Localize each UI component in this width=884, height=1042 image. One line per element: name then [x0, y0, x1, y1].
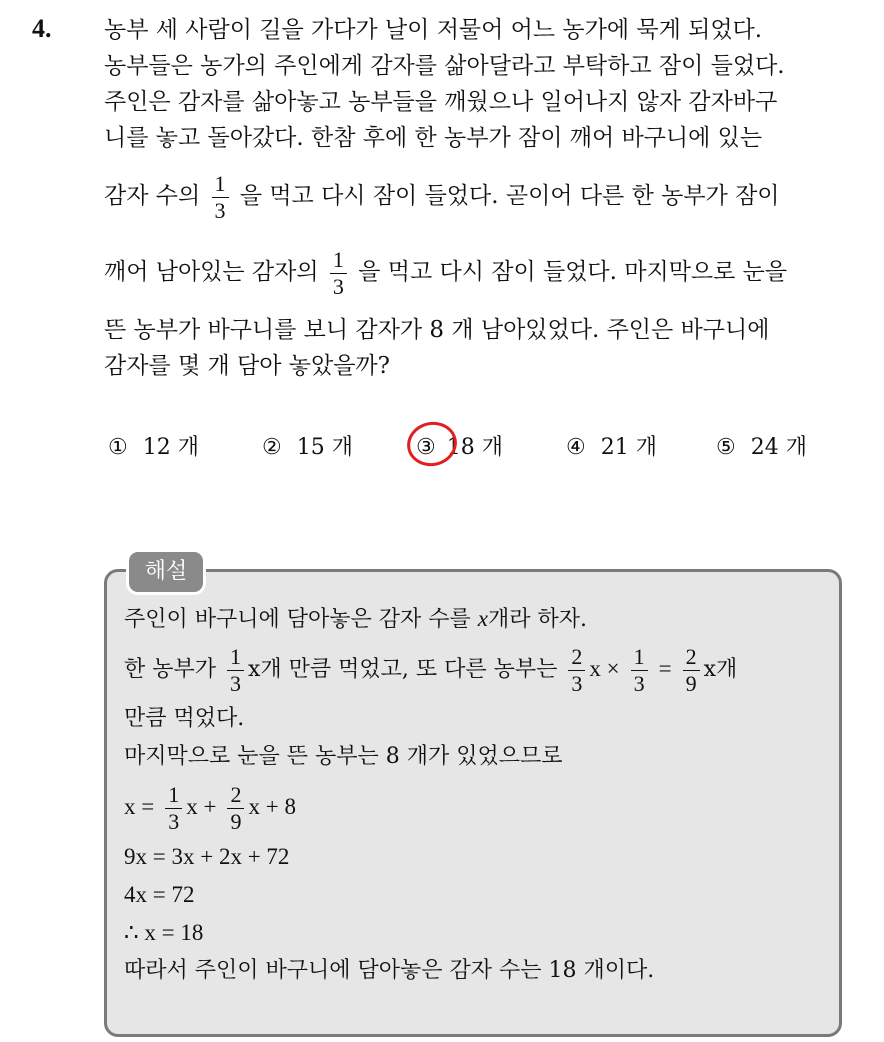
- choice-text: 21 개: [600, 435, 657, 460]
- equals-sign: =: [658, 656, 672, 681]
- question-text-segment: 감자 수의: [104, 183, 201, 209]
- question-number: 4.: [32, 14, 52, 43]
- solution-line: [124, 600, 834, 638]
- fraction-denominator: 9: [685, 670, 697, 696]
- question-line: [104, 236, 860, 308]
- equation-line: 4x = 72: [124, 882, 195, 907]
- fraction-denominator: 3: [571, 670, 583, 696]
- question-text-segment: 을 먹고 다시 잠이 들었다. 곧이어 다른 한 농부가 잠이: [239, 183, 780, 209]
- fraction-numerator: 1: [631, 644, 648, 671]
- equation-line: [124, 776, 834, 838]
- choice-3[interactable]: [416, 430, 503, 461]
- fraction: [683, 644, 700, 697]
- fraction-numerator: 2: [227, 782, 244, 809]
- choice-text: 15 개: [296, 435, 353, 460]
- solution-line: [124, 638, 834, 700]
- choice-4[interactable]: [566, 430, 657, 461]
- choice-text: 18 개: [446, 435, 503, 460]
- question-text-segment: 깨어 남아있는 감자의: [104, 259, 319, 285]
- choice-number: ⑤: [716, 435, 736, 460]
- fraction-numerator: 2: [568, 644, 585, 671]
- fraction-denominator: 9: [230, 808, 242, 834]
- question-line: [104, 160, 860, 232]
- fraction-numerator: 2: [683, 644, 700, 671]
- fraction: [568, 644, 585, 697]
- math-segment: x + 8: [248, 794, 296, 819]
- fraction: [227, 782, 244, 835]
- fraction-denominator: 3: [633, 670, 645, 696]
- solution-text-segment: 개라 하자.: [487, 607, 587, 632]
- selected-answer-circle: [403, 417, 461, 470]
- equation-line: ∴ x = 18: [124, 920, 204, 945]
- solution-text-segment: 한 농부가: [124, 657, 217, 682]
- fraction-one-third: [330, 247, 347, 300]
- solution-text-segment: 주인이 바구니에 담아놓은 감자 수를: [124, 607, 471, 632]
- fraction-denominator: 3: [214, 197, 226, 223]
- question-text-segment: 을 먹고 다시 잠이 들었다. 마지막으로 눈을: [358, 259, 788, 285]
- fraction: [165, 782, 182, 835]
- fraction: [631, 644, 648, 697]
- question-line: 니를 놓고 돌아갔다. 한참 후에 한 농부가 잠이 깨어 바구니에 있는: [104, 125, 763, 151]
- solution-line: 마지막으로 눈을 뜬 농부는 8 개가 있었으므로: [124, 744, 563, 769]
- question-line: 뜬 농부가 바구니를 보니 감자가 8 개 남아있었다. 주인은 바구니에: [104, 317, 770, 343]
- solution-text: [124, 600, 834, 990]
- choice-number: ④: [566, 435, 586, 460]
- math-segment: x ×: [589, 656, 620, 681]
- choice-1[interactable]: [108, 430, 199, 461]
- equation-line: 9x = 3x + 2x + 72: [124, 844, 290, 869]
- choice-2[interactable]: [262, 430, 353, 461]
- choice-number: ①: [108, 435, 128, 460]
- variable-x: x: [477, 606, 488, 631]
- fraction-one-third: [212, 171, 229, 224]
- choice-number: ②: [262, 435, 282, 460]
- solution-text-segment: x개: [703, 657, 738, 682]
- question-line: 주인은 감자를 삶아놓고 농부들을 깨웠으나 일어나지 않자 감자바구: [104, 89, 778, 115]
- solution-conclusion: 따라서 주인이 바구니에 담아놓은 감자 수는 18 개이다.: [124, 958, 655, 983]
- fraction-numerator: 1: [212, 171, 229, 198]
- fraction-denominator: 3: [332, 273, 344, 299]
- math-segment: x =: [124, 794, 155, 819]
- fraction-numerator: 1: [227, 644, 244, 671]
- solution-line: 만큼 먹었다.: [124, 706, 245, 731]
- fraction: [227, 644, 244, 697]
- question-text: [104, 12, 860, 384]
- solution-text-segment: x개 만큼 먹었고, 또 다른 농부는: [248, 657, 558, 682]
- choice-number: ③: [416, 435, 436, 460]
- fraction-denominator: 3: [168, 808, 180, 834]
- math-segment: x +: [186, 794, 217, 819]
- solution-label: 해설: [126, 549, 206, 595]
- fraction-numerator: 1: [330, 247, 347, 274]
- question-line: 농부 세 사람이 길을 가다가 날이 저물어 어느 농가에 묵게 되었다.: [104, 17, 763, 43]
- question-line: 농부들은 농가의 주인에게 감자를 삶아달라고 부탁하고 잠이 들었다.: [104, 53, 785, 79]
- choice-5[interactable]: [716, 430, 807, 461]
- fraction-numerator: 1: [165, 782, 182, 809]
- choice-text: 24 개: [750, 435, 807, 460]
- question-line: 감자를 몇 개 담아 놓았을까?: [104, 353, 390, 379]
- fraction-denominator: 3: [230, 670, 242, 696]
- choice-text: 12 개: [142, 435, 199, 460]
